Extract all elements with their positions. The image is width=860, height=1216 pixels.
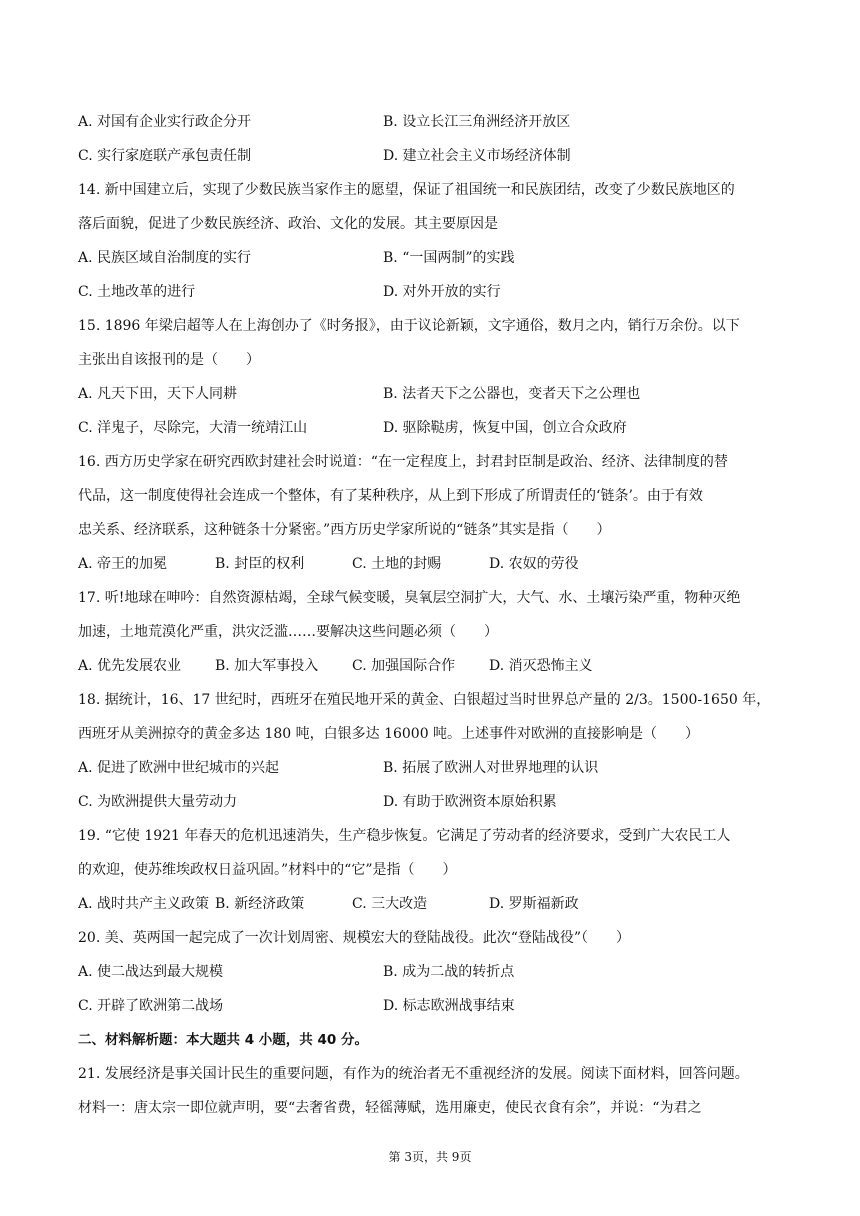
- q20-options-row-1: [78, 958, 793, 992]
- q18-options-row-1: [78, 754, 793, 788]
- q14-stem-line-1: 14. 新中国建立后，实现了少数民族当家作主的愿望，保证了祖国统一和民族团结，改变了少数民族地区的: [78, 182, 735, 198]
- q17-stem-line-1: 17. 听!地球在呻吟：自然资源枯竭，全球气候变暖，臭氧层空洞扩大，大气、水、土壤污染严重，物种灭绝: [78, 590, 741, 606]
- q18-options-row-2: [78, 788, 793, 822]
- option-a: A. 优先发展农业: [78, 658, 182, 674]
- page-content: [78, 108, 793, 1128]
- option-a: A. 凡天下田，天下人同耕: [78, 386, 238, 402]
- option-b: B. 法者天下之公器也，变者天下之公理也: [383, 386, 641, 402]
- q13-options-row-2: [78, 142, 793, 176]
- option-a: A. 民族区域自治制度的实行: [78, 250, 252, 266]
- option-c: C. 土地改革的进行: [78, 284, 196, 300]
- q20-stem-line-1: 20. 美、英两国一起完成了一次计划周密、规模宏大的登陆战役。此次“登陆战役”（ ）: [78, 930, 631, 946]
- section-heading: 二、材料解析题：本大题共 4 小题，共 40 分。: [78, 1032, 368, 1048]
- option-d: D. 有助于欧洲资本原始积累: [383, 794, 557, 810]
- option-d: D. 驱除鞑虏，恢复中国，创立合众政府: [383, 420, 627, 436]
- q16-stem-line-3: 忠关系、经济联系，这种链条十分紧密。”西方历史学家所说的“链条”其实是指（ ）: [78, 522, 611, 538]
- page-footer: 第 3页，共 9页: [388, 1150, 472, 1164]
- q18-stem-line-2: 西班牙从美洲掠夺的黄金多达 180 吨，白银多达 16000 吨。上述事件对欧洲的直接影响是（ ）: [78, 726, 700, 742]
- option-a: A. 对国有企业实行政企分开: [78, 114, 252, 130]
- option-b: B. “一国两制”的实践: [383, 250, 515, 266]
- option-a: A. 战时共产主义政策: [78, 896, 210, 912]
- q18-stem-line-1: 18. 据统计，16、17 世纪时，西班牙在殖民地开采的黄金、白银超过当时世界总产量的 2/3。1500-1650 年，: [78, 692, 771, 708]
- q16-stem-line-1: 16. 西方历史学家在研究西欧封建社会时说道：“在一定程度上，封君封臣制是政治、经济、法律制度的替: [78, 454, 728, 470]
- q14-options-row-2: [78, 278, 793, 312]
- q16-options-row: [78, 550, 793, 584]
- q17-stem-line-2: 加速，土地荒漠化严重，洪灾泛滥……要解决这些问题必须（ ）: [78, 624, 498, 640]
- q14-stem-line-2: 落后面貌，促进了少数民族经济、政治、文化的发展。其主要原因是: [78, 216, 498, 232]
- q15-options-row-1: [78, 380, 793, 414]
- option-c: C. 三大改造: [352, 896, 428, 912]
- q14-options-row-1: [78, 244, 793, 278]
- option-b: B. 设立长江三角洲经济开放区: [383, 114, 571, 130]
- option-d: D. 消灭恐怖主义: [489, 658, 593, 674]
- q19-options-row: [78, 890, 793, 924]
- q16-stem-line-2: 代品，这一制度使得社会连成一个整体，有了某种秩序，从上到下形成了所谓责任的‘链条’。由于有效: [78, 488, 703, 504]
- q19-stem-line-2: 的欢迎，使苏维埃政权日益巩固。”材料中的“它”是指（ ）: [78, 862, 457, 878]
- option-d: D. 标志欧洲战事结束: [383, 998, 515, 1014]
- option-c: C. 实行家庭联产承包责任制: [78, 148, 252, 164]
- option-c: C. 土地的封赐: [352, 556, 442, 572]
- option-c: C. 为欧洲提供大量劳动力: [78, 794, 238, 810]
- q21-stem-line-1: 21. 发展经济是事关国计民生的重要问题，有作为的统治者无不重视经济的发展。阅读下面材料，回答问题。: [78, 1066, 749, 1082]
- option-c: C. 加强国际合作: [352, 658, 456, 674]
- q17-options-row: [78, 652, 793, 686]
- option-d: D. 建立社会主义市场经济体制: [383, 148, 571, 164]
- q15-stem-line-2: 主张出自该报刊的是（ ）: [78, 352, 260, 368]
- option-c: C. 洋鬼子，尽除完，大清一统靖江山: [78, 420, 308, 436]
- option-d: D. 农奴的劳役: [489, 556, 579, 572]
- q15-options-row-2: [78, 414, 793, 448]
- option-a: A. 促进了欧洲中世纪城市的兴起: [78, 760, 280, 776]
- option-b: B. 加大军事投入: [215, 658, 319, 674]
- option-b: B. 拓展了欧洲人对世界地理的认识: [383, 760, 599, 776]
- q15-stem-line-1: 15. 1896 年梁启超等人在上海创办了《时务报》，由于议论新颖，文字通俗，数月之内，销行万余份。以下: [78, 318, 740, 334]
- q19-stem-line-1: 19. “它使 1921 年春天的危机迅速消失，生产稳步恢复。它满足了劳动者的经济要求，受到广大农民工人: [78, 828, 731, 844]
- option-a: A. 帝王的加冕: [78, 556, 168, 572]
- option-c: C. 开辟了欧洲第二战场: [78, 998, 224, 1014]
- q13-options-row-1: [78, 108, 793, 142]
- option-d: D. 罗斯福新政: [489, 896, 579, 912]
- option-b: B. 新经济政策: [215, 896, 305, 912]
- q20-options-row-2: [78, 992, 793, 1026]
- option-b: B. 成为二战的转折点: [383, 964, 515, 980]
- q21-material-line: 材料一：唐太宗一即位就声明，要“去奢省费，轻徭薄赋，选用廉吏，使民衣食有余”，并说：“为君之: [78, 1100, 702, 1116]
- option-d: D. 对外开放的实行: [383, 284, 501, 300]
- option-a: A. 使二战达到最大规模: [78, 964, 224, 980]
- option-b: B. 封臣的权利: [215, 556, 305, 572]
